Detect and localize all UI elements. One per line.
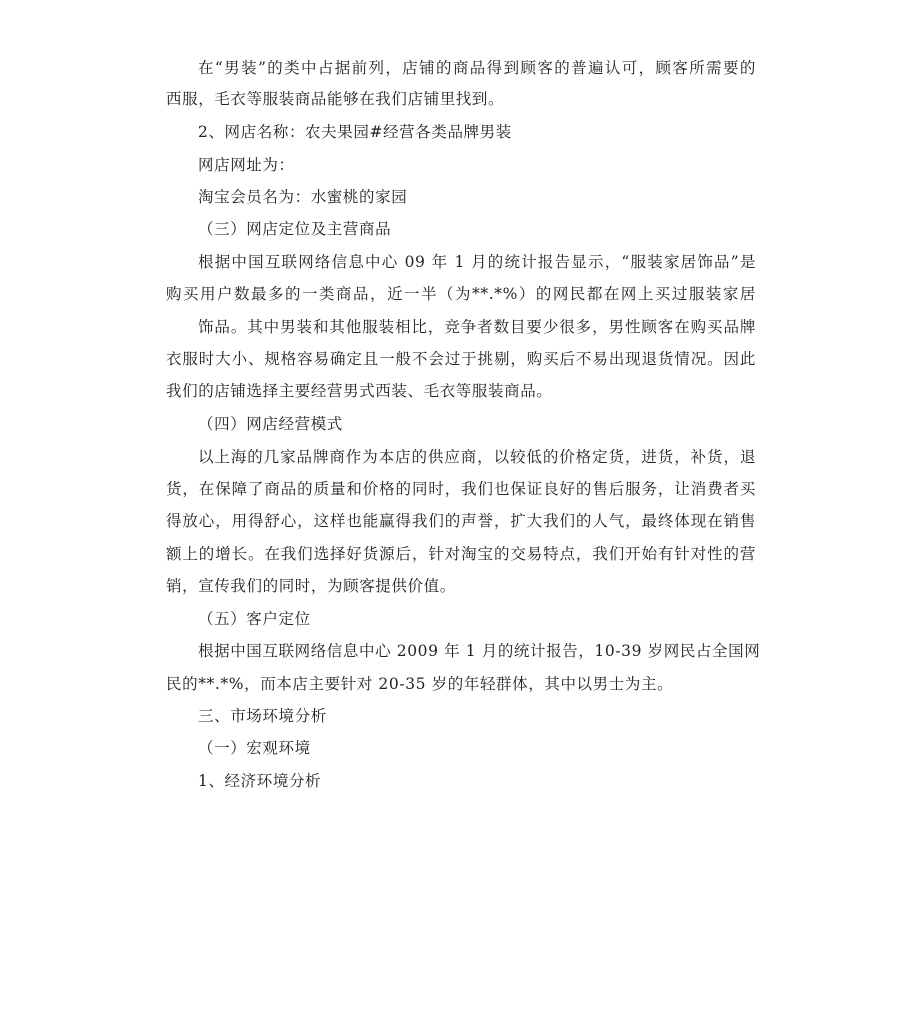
paragraph-line: 货，在保障了商品的质量和价格的同时，我们也保证良好的售后服务，让消费者买	[166, 480, 756, 498]
paragraph-line: 以上海的几家品牌商作为本店的供应商，以较低的价格定货，进货，补货，退	[198, 448, 756, 466]
paragraph-line: 购买用户数最多的一类商品，近一半（为**.*%）的网民都在网上买过服装家居	[166, 285, 756, 303]
section-heading: （五）客户定位	[198, 610, 311, 628]
paragraph-line: 销，宣传我们的同时，为顾客提供价值。	[166, 577, 456, 595]
paragraph-line: 西服，毛衣等服装商品能够在我们店铺里找到。	[166, 90, 505, 108]
paragraph-line: 根据中国互联网络信息中心 09 年 1 月的统计报告显示，“服装家居饰品”是	[198, 253, 756, 271]
paragraph-line: 我们的店铺选择主要经营男式西装、毛衣等服装商品。	[166, 382, 553, 400]
paragraph-line: 衣服时大小、规格容易确定且一般不会过于挑剔，购买后不易出现退货情况。因此	[166, 350, 756, 368]
section-heading: （四）网店经营模式	[198, 415, 343, 433]
paragraph-line: 饰品。其中男装和其他服装相比，竞争者数目要少很多，男性顾客在购买品牌	[198, 318, 756, 336]
paragraph-line: 淘宝会员名为：水蜜桃的家园	[198, 188, 408, 206]
paragraph-line: 在“男装”的类中占据前列，店铺的商品得到顾客的普遍认可，顾客所需要的	[198, 59, 756, 77]
paragraph-line: 额上的增长。在我们选择好货源后，针对淘宝的交易特点，我们开始有针对性的营	[166, 545, 756, 563]
section-heading: 1、经济环境分析	[198, 772, 322, 790]
paragraph-line: 根据中国互联网络信息中心 2009 年 1 月的统计报告，10-39 岁网民占全国网	[198, 642, 761, 660]
section-heading: 三、市场环境分析	[198, 707, 327, 725]
paragraph-line: 得放心，用得舒心，这样也能赢得我们的声誉，扩大我们的人气，最终体现在销售	[166, 512, 756, 530]
section-heading: （三）网店定位及主营商品	[198, 220, 392, 238]
paragraph-line: 网店网址为：	[198, 156, 295, 174]
section-heading: （一）宏观环境	[198, 739, 311, 757]
paragraph-line: 民的**.*%，而本店主要针对 20-35 岁的年轻群体，其中以男士为主。	[166, 675, 674, 693]
paragraph-line: 2、网店名称：农夫果园#经营各类品牌男装	[198, 123, 512, 141]
